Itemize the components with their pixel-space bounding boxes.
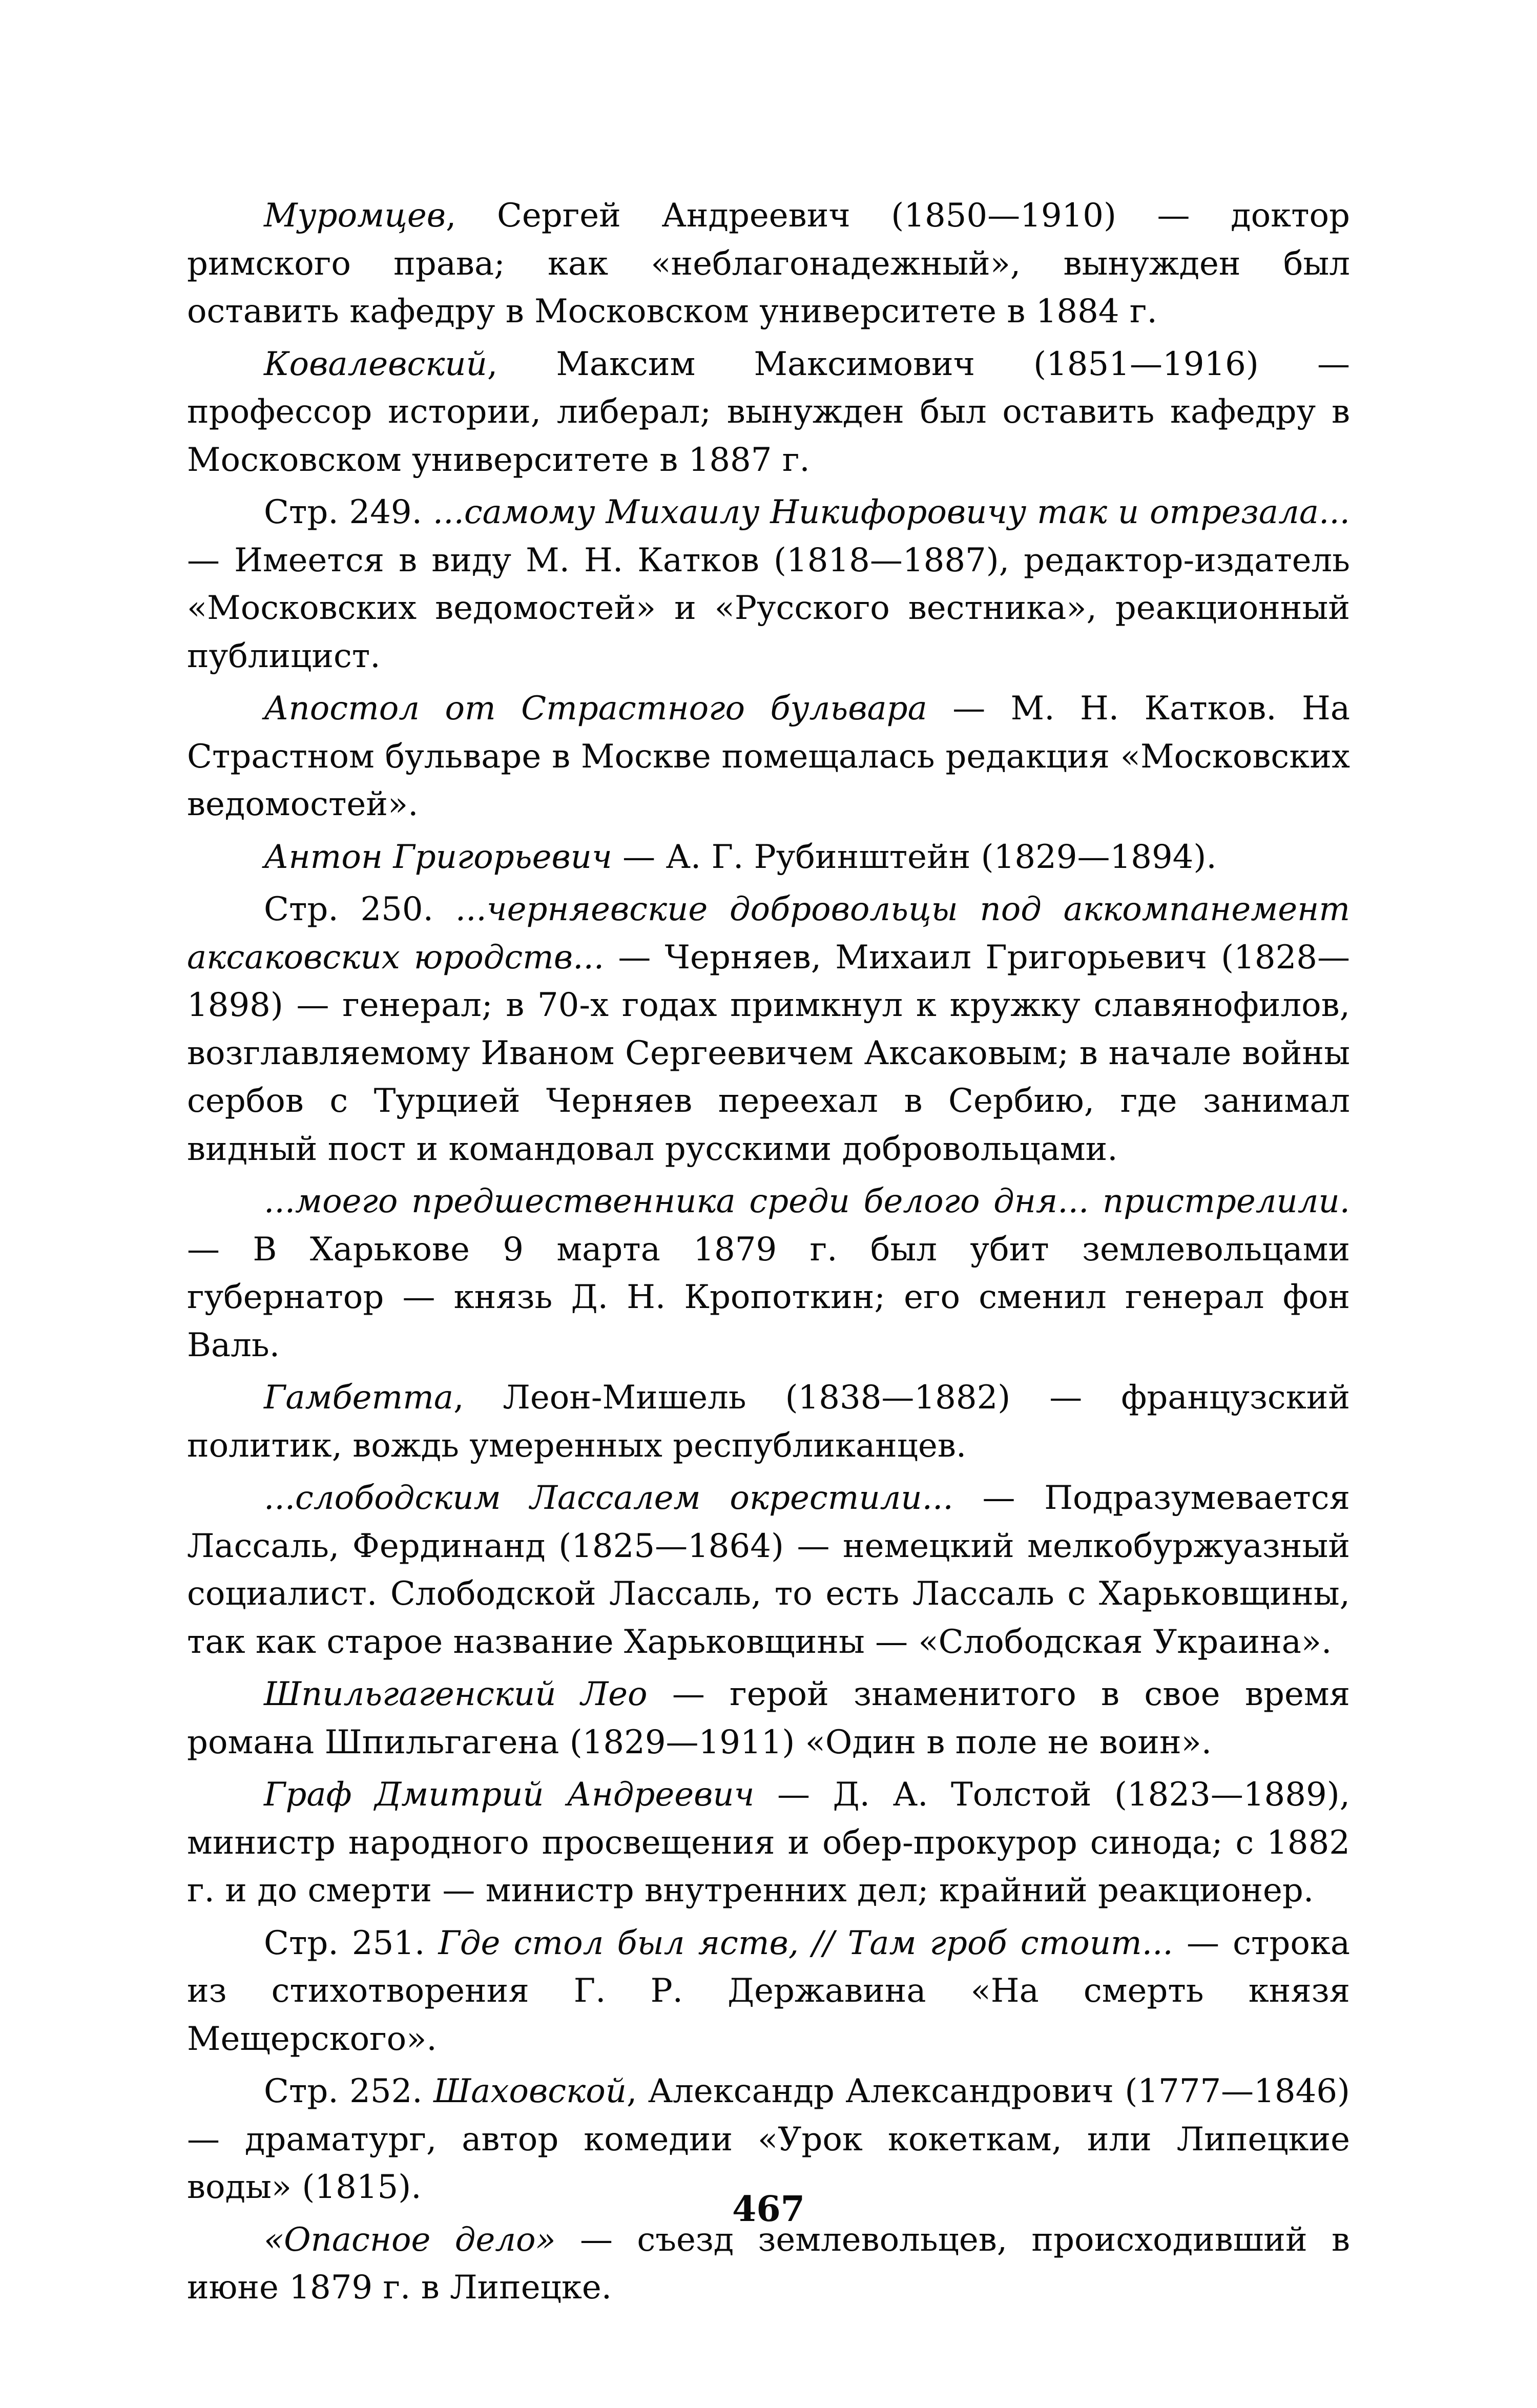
note-entry-anton (187, 834, 1350, 882)
note-term: Где стол был яств, // Там гроб стоит... (438, 1924, 1173, 1962)
note-entry-opasnoe-delo (187, 2216, 1350, 2312)
note-entry-gambetta (187, 1374, 1350, 1470)
note-text: — В Харькове 9 марта 1879 г. был убит землевольцами губернатор — князь Д. Н. Кропоткин; его сменил генерал фон Валь. (187, 1230, 1350, 1364)
page-body (187, 192, 1350, 2317)
note-entry-lassal (187, 1475, 1350, 1666)
note-entry-page-250 (187, 886, 1350, 1173)
note-text: — А. Г. Рубинштейн (1829—1894). (612, 838, 1217, 876)
note-term: ...слободским Лассалем окрестили... (264, 1479, 953, 1517)
note-text: — Подразумевается Лассаль, Фердинанд (1825—1864) — немецкий мелкобуржуазный социалист. Слободской Лассаль, то есть Лассаль с Харьковщины, так как старое название Харьковщины — «Слободская Украина». (187, 1479, 1350, 1661)
note-term: ...самому Михаилу Никифоровичу так и отрезала... (432, 493, 1351, 531)
page-reference: Стр. 249. (264, 493, 433, 531)
note-text: — герой знаменитого в свое время романа Шпильгагена (1829—1911) «Один в поле не воин». (187, 1675, 1351, 1761)
note-entry-tolstoy (187, 1771, 1350, 1915)
note-term: Граф Дмитрий Андреевич (264, 1776, 755, 1814)
note-term: «Опасное дело» (264, 2220, 556, 2259)
note-term: Ковалевский (264, 345, 487, 383)
page-reference: Стр. 250. (264, 890, 455, 928)
page-reference: Стр. 252. (264, 2072, 434, 2110)
note-term: Шпильгагенский Лео (264, 1675, 648, 1713)
note-term: Гамбетта (264, 1379, 454, 1417)
note-text: , Сергей Андреевич (1850—1910) — доктор римского права; как «неблагонадежный», вынужден был оставить кафедру в Московском университете в 1884 г. (187, 197, 1350, 330)
note-text: , Максим Максимович (1851—1916) — профессор истории, либерал; вынужден был оставить кафедру в Московском университете в 1887 г. (187, 345, 1350, 479)
note-text: — М. Н. Катков. На Страстном бульваре в Москве помещалась редакция «Московских ведомостей». (187, 690, 1351, 823)
note-entry-spielhagen (187, 1671, 1350, 1767)
note-text: , Леон-Мишель (1838—1882) — французский политик, вождь умеренных республиканцев. (187, 1379, 1350, 1465)
note-entry-apostol (187, 685, 1350, 829)
note-term: Антон Григорьевич (264, 838, 612, 876)
page-number: 467 (732, 2189, 805, 2230)
note-text: — Черняев, Михаил Григорьевич (1828—1898) — генерал; в 70-х годах примкнул к кружку славянофилов, возглавляемому Иваном Сергеевичем Аксаковым; в начале войны сербов с Турцией Черняев переехал в Сербию, где занимал видный пост и командовал русскими добровольцами. (187, 938, 1351, 1168)
note-term: Муромцев (264, 197, 446, 235)
note-term: ...черняевские добровольцы под аккомпанемент аксаковских юродств... (187, 890, 1351, 977)
note-text: — Имеется в виду М. Н. Катков (1818—1887), редактор-издатель «Московских ведомостей» и «Русского вестника», реакционный публицист. (187, 541, 1350, 675)
note-text: — строка из стихотворения Г. Р. Державина «На смерть князя Мещерского». (187, 1924, 1351, 2058)
note-term: ...моего предшественника среди белого дня... пристрелили. (264, 1182, 1350, 1220)
note-entry-page-249 (187, 489, 1350, 680)
note-entry-muromtsev (187, 192, 1350, 336)
note-text: — Д. А. Толстой (1823—1889), министр народного просвещения и обер-прокурор синода; с 1882 г. и до смерти — министр внутренних дел; крайний реакционер. (187, 1776, 1351, 1909)
note-term: Апостол от Страстного бульвара (264, 690, 927, 728)
note-entry-predecessor (187, 1178, 1350, 1369)
note-entry-page-251 (187, 1920, 1350, 2064)
note-entry-kovalevsky (187, 341, 1350, 485)
page-reference: Стр. 251. (264, 1924, 439, 1962)
note-text: , Александр Александрович (1777—1846) — драматург, автор комедии «Урок кокеткам, или Липецкие воды» (1815). (187, 2072, 1351, 2206)
note-text: — съезд землевольцев, происходивший в июне 1879 г. в Липецке. (187, 2220, 1351, 2307)
note-term: Шаховской (433, 2072, 627, 2110)
